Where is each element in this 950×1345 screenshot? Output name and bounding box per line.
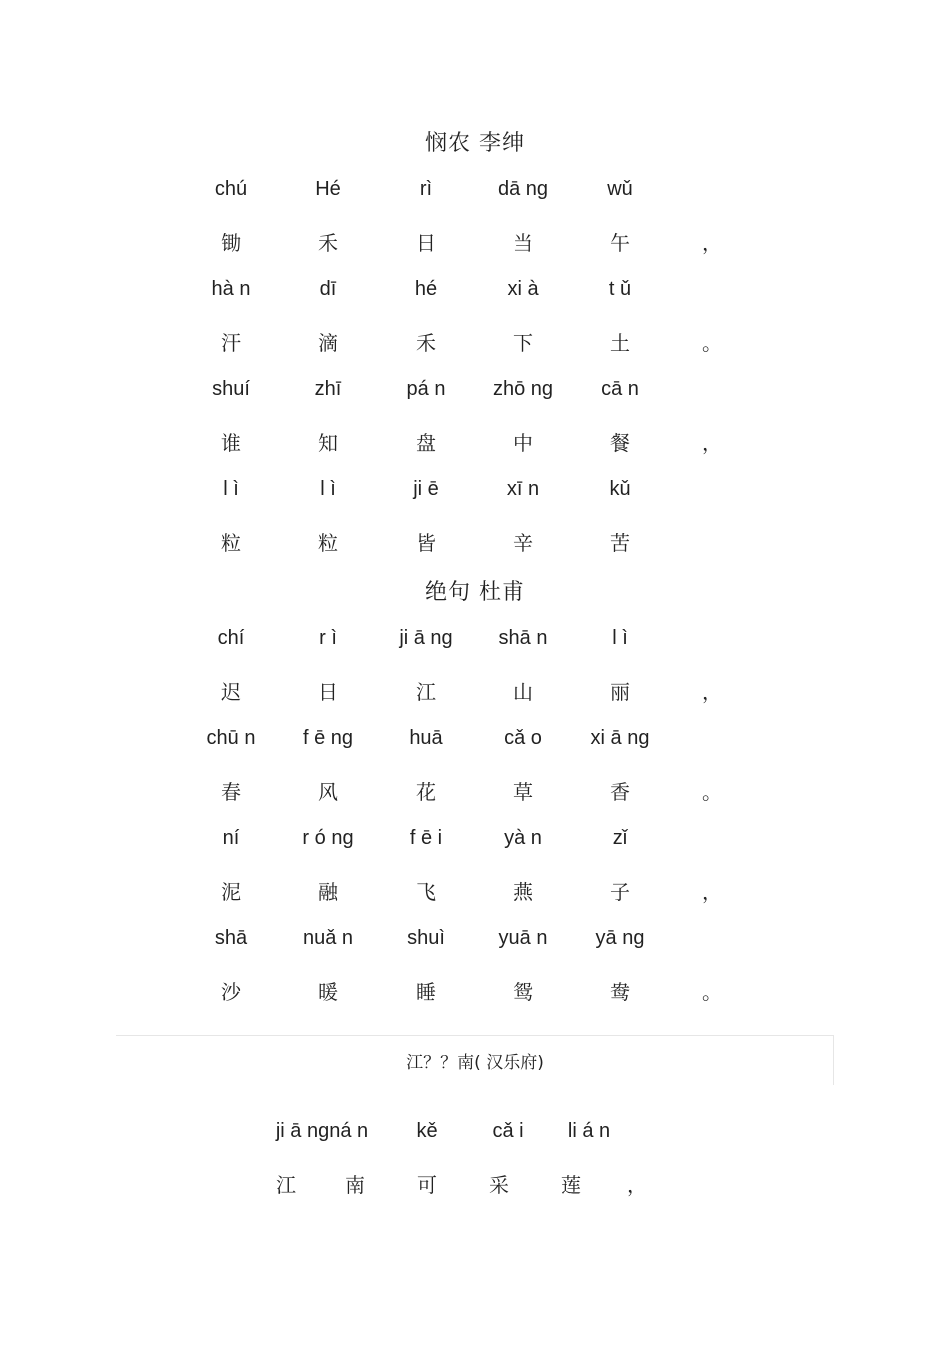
hanzi-character: 丽	[610, 680, 630, 704]
pinyin-syllable: hà n	[211, 278, 251, 300]
punctuation-mark: ，	[702, 231, 722, 255]
pinyin-row	[0, 178, 950, 208]
pinyin-syllable: f ē ng	[302, 727, 354, 749]
hanzi-character: 可	[417, 1173, 437, 1197]
pinyin-syllable: t ǔ	[608, 278, 632, 300]
pinyin-syllable: Hé	[315, 178, 341, 200]
pinyin-syllable: l ì	[612, 627, 628, 649]
hanzi-character: 迟	[221, 680, 241, 704]
pinyin-syllable: yà n	[504, 827, 542, 849]
pinyin-syllable: dā ng	[497, 178, 549, 200]
hanzi-character: 粒	[221, 531, 241, 555]
poem3-title: 江？？南( 汉乐府)	[406, 1053, 544, 1073]
pinyin-row	[0, 1120, 950, 1150]
pinyin-syllable: ji ā ng	[399, 627, 453, 649]
pinyin-syllable: pá n	[406, 378, 446, 400]
pinyin-syllable: yuā n	[498, 927, 548, 949]
character-row	[0, 776, 950, 806]
hanzi-character: 南	[345, 1173, 365, 1197]
hanzi-character: 锄	[221, 231, 241, 255]
pinyin-syllable: huā	[409, 727, 443, 749]
pinyin-syllable: l ì	[223, 478, 239, 500]
hanzi-character: 当	[513, 231, 533, 255]
character-row	[0, 527, 950, 557]
hanzi-character: 粒	[318, 531, 338, 555]
poem2-title: 绝句 杜甫	[425, 580, 525, 605]
character-row	[0, 1169, 950, 1199]
pinyin-syllable: r ì	[319, 627, 337, 649]
pinyin-syllable: hé	[414, 278, 438, 300]
pinyin-syllable: shā	[214, 927, 248, 949]
pinyin-syllable: cǎ o	[504, 727, 542, 749]
hanzi-character: 苦	[610, 531, 630, 555]
pinyin-syllable: yā ng	[595, 927, 645, 949]
hanzi-character: 草	[513, 780, 533, 804]
character-row	[0, 676, 950, 706]
hanzi-character: 睡	[416, 980, 436, 1004]
pinyin-syllable: zhō ng	[492, 378, 554, 400]
pinyin-syllable: dī	[319, 278, 337, 300]
hanzi-character: 辛	[513, 531, 533, 555]
hanzi-character: 采	[489, 1173, 509, 1197]
pinyin-row	[0, 278, 950, 308]
punctuation-mark: ，	[702, 431, 722, 455]
hanzi-character: 花	[416, 780, 436, 804]
hanzi-character: 鸯	[610, 980, 630, 1004]
punctuation-mark: 。	[702, 780, 722, 804]
pinyin-syllable: shā n	[498, 627, 548, 649]
punctuation-mark: ，	[702, 880, 722, 904]
hanzi-character: 禾	[416, 331, 436, 355]
hanzi-character: 春	[221, 780, 241, 804]
pinyin-syllable: shuì	[407, 927, 445, 949]
hanzi-character: 江	[276, 1173, 296, 1197]
hanzi-character: 山	[513, 680, 533, 704]
hanzi-character: 江	[416, 680, 436, 704]
hanzi-character: 中	[513, 431, 533, 455]
punctuation-mark: ，	[702, 680, 722, 704]
hanzi-character: 皆	[416, 531, 436, 555]
pinyin-row	[0, 627, 950, 657]
hanzi-character: 香	[610, 780, 630, 804]
poem1-title: 悯农 李绅	[425, 131, 525, 156]
hanzi-character: 土	[610, 331, 630, 355]
hanzi-character: 午	[610, 231, 630, 255]
pinyin-syllable: ji ē	[413, 478, 439, 500]
pinyin-syllable: r ó ng	[302, 827, 354, 849]
hanzi-character: 餐	[610, 431, 630, 455]
hanzi-character: 燕	[513, 880, 533, 904]
pinyin-row	[0, 378, 950, 408]
hanzi-character: 下	[513, 331, 533, 355]
pinyin-syllable: ní	[222, 827, 240, 849]
character-row	[0, 427, 950, 457]
pinyin-syllable: ji ā ngná n	[275, 1120, 369, 1142]
hanzi-character: 暖	[318, 980, 338, 1004]
pinyin-syllable: li á n	[567, 1120, 611, 1142]
pinyin-syllable: xi à	[507, 278, 539, 300]
character-row	[0, 327, 950, 357]
hanzi-character: 泥	[221, 880, 241, 904]
hanzi-character: 日	[318, 680, 338, 704]
hanzi-character: 风	[318, 780, 338, 804]
pinyin-syllable: zhī	[314, 378, 342, 400]
pinyin-syllable: kě	[416, 1120, 438, 1142]
pinyin-syllable: l ì	[320, 478, 336, 500]
hanzi-character: 知	[318, 431, 338, 455]
hanzi-character: 盘	[416, 431, 436, 455]
character-row	[0, 227, 950, 257]
pinyin-syllable: shuí	[212, 378, 250, 400]
hanzi-character: 子	[610, 880, 630, 904]
pinyin-syllable: chú	[214, 178, 248, 200]
section-divider	[116, 1035, 834, 1036]
hanzi-character: 莲	[561, 1173, 581, 1197]
character-row	[0, 876, 950, 906]
hanzi-character: 日	[416, 231, 436, 255]
hanzi-character: 融	[318, 880, 338, 904]
pinyin-syllable: chí	[217, 627, 245, 649]
hanzi-character: 沙	[221, 980, 241, 1004]
pinyin-syllable: xi ā ng	[590, 727, 650, 749]
punctuation-mark: ，	[627, 1173, 647, 1197]
hanzi-character: 禾	[318, 231, 338, 255]
pinyin-syllable: wǔ	[607, 178, 633, 200]
pinyin-syllable: cǎ i	[492, 1120, 524, 1142]
hanzi-character: 鸳	[513, 980, 533, 1004]
pinyin-row	[0, 927, 950, 957]
pinyin-syllable: cā n	[601, 378, 639, 400]
pinyin-syllable: chū n	[206, 727, 256, 749]
pinyin-syllable: nuǎ n	[302, 927, 354, 949]
pinyin-syllable: f ē i	[409, 827, 443, 849]
pinyin-syllable: rì	[419, 178, 433, 200]
pinyin-row	[0, 727, 950, 757]
punctuation-mark: 。	[702, 331, 722, 355]
pinyin-syllable: zǐ	[612, 827, 628, 849]
character-row	[0, 976, 950, 1006]
pinyin-row	[0, 827, 950, 857]
pinyin-syllable: kǔ	[609, 478, 631, 500]
pinyin-row	[0, 478, 950, 508]
hanzi-character: 滴	[318, 331, 338, 355]
punctuation-mark: 。	[702, 980, 722, 1004]
pinyin-syllable: xī n	[506, 478, 540, 500]
hanzi-character: 谁	[221, 431, 241, 455]
hanzi-character: 飞	[416, 880, 436, 904]
hanzi-character: 汗	[221, 331, 241, 355]
